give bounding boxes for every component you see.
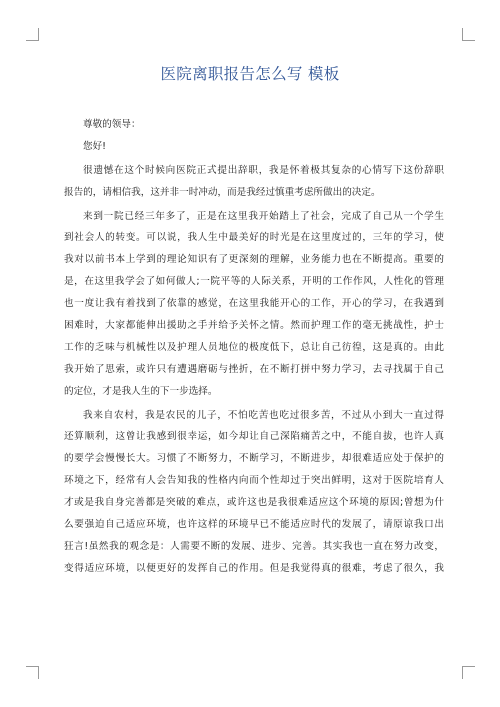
body-line: 变得适应环境，以便更好的发挥自己的作用。但是我觉得真的很难，考虑了很久，我: [64, 562, 444, 574]
body-line: 到社会人的转变。可以说，我人生中最美好的时光是在这里度过的，三年的学习，使: [64, 232, 444, 244]
body-line: 很遗憾在这个时候向医院正式提出辞职，我是怀着极其复杂的心情写下这份辞职: [83, 164, 444, 176]
body-line: 来到一院已经三年多了，正是在这里我开始踏上了社会，完成了自己从一个学生: [83, 210, 444, 222]
body-line: 的定位，才是我人生的下一步选择。: [64, 385, 218, 397]
body-line: 您好!: [83, 140, 107, 152]
body-line: 的要学会慢慢长大。习惯了不断努力，不断学习，不断进步，却很难适应处于保护的: [64, 453, 444, 465]
body-line: 也一度让我有着找到了依靠的感觉，在这里我能开心的工作，开心的学习，在我遇到: [64, 298, 444, 310]
crop-mark-bottom-right: [462, 666, 475, 679]
body-line: 困难时，大家都能伸出援助之手并给予关怀之情。然而护理工作的毫无挑战性，护士: [64, 320, 444, 332]
body-line: 么要强迫自己适应环境，也许这样的环境早已不能适应时代的发展了，请原谅我口出: [64, 519, 444, 531]
crop-mark-top-right: [462, 28, 475, 41]
body-line: 狂言!虽然我的观念是：人需要不断的发展、进步、完善。其实我也一直在努力改变，: [64, 540, 444, 552]
body-line: 报告的，请相信我，这并非一时冲动，而是我经过慎重考虑所做出的决定。: [64, 186, 381, 198]
body-line: 我对以前书本上学到的理论知识有了更深刻的理解，业务能力也在不断提高。重要的: [64, 254, 444, 266]
crop-mark-top-left: [26, 28, 39, 41]
body-line: 才或是我自身完善都是突破的难点，或许这也是我很难适应这个环境的原因;曾想为什: [64, 497, 444, 509]
body-line: 尊敬的领导：: [83, 119, 141, 130]
body-line: 环境之下，经常有人会告知我的性格内向而个性却过于突出鲜明，这对于医院培育人: [64, 475, 444, 487]
body-line: 我开始了思索，或许只有遭遇磨砺与挫折，在不断打拼中努力学习，去寻找属于自己: [64, 363, 444, 375]
body-line: 是，在这里我学会了如何做人;一院平等的人际关系，开明的工作作风，人性化的管理: [64, 276, 444, 288]
body-line: 我来自农村，我是农民的儿子，不怕吃苦也吃过很多苦，不过从小到大一直过得: [83, 409, 444, 421]
body-line: 工作的乏味与机械性以及护理人员地位的极度低下，总让自己彷徨，这是真的。由此: [64, 341, 444, 353]
crop-mark-bottom-left: [26, 666, 39, 679]
document-title: 医院离职报告怎么写 模板: [160, 65, 340, 83]
body-line: 还算顺利，这曾让我感到很幸运，如今却让自己深陷痛苦之中，不能自拔，也许人真: [64, 431, 444, 443]
document-body: [64, 114, 444, 580]
